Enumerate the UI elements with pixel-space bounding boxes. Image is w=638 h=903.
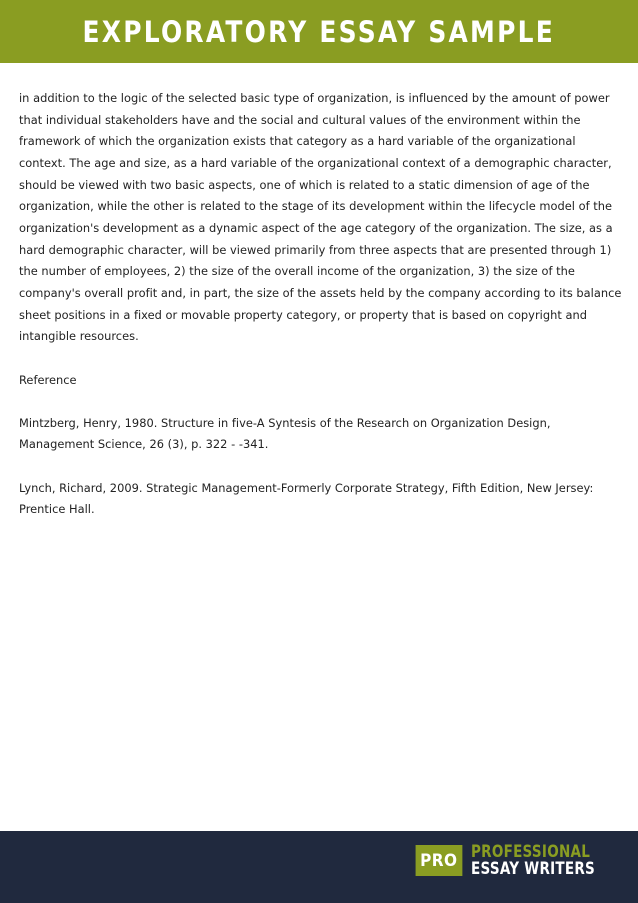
page-title: EXPLORATORY ESSAY SAMPLE bbox=[82, 14, 556, 49]
brand-logo bbox=[413, 844, 622, 877]
reference-heading: Reference bbox=[19, 372, 77, 387]
reference-item: Mintzberg, Henry, 1980. Structure in five-A Syntesis of the Research on Organization Design, Management Science, 26 (3), p. 322 - -341. bbox=[19, 415, 551, 452]
essay-content bbox=[19, 88, 623, 543]
logo-badge: PRO bbox=[416, 845, 462, 876]
reference-item: Lynch, Richard, 2009. Strategic Management-Formerly Corporate Strategy, Fifth Edition, New Jersey: Prentice Hall. bbox=[19, 480, 594, 517]
logo-wordmark bbox=[471, 844, 622, 877]
logo-line-essay-writers: ESSAY WRITERS bbox=[470, 858, 595, 878]
logo-line-professional: PROFESSIONAL bbox=[470, 842, 590, 861]
body-paragraph: in addition to the logic of the selected basic type of organization, is influenced by the amount of power that individual stakeholders have and the social and cultural values of the environment within the framework of which the organization exists that category as a hard variable of the organizational context. The age and size, as a hard variable of the organizational context of a demographic character, should be viewed with two basic aspects, one of which is related to a static dimension of age of the organization, while the other is related to the stage of its development within the lifecycle model of the organization's development as a dynamic aspect of the age category of the organization. The size, as a hard demographic character, will be viewed primarily from three aspects that are presented through 1) the number of employees, 2) the size of the overall income of the organization, 3) the size of the company's overall profit and, in part, the size of the assets held by the company according to its balance sheet positions in a fixed or movable property category, or property that is based on copyright and intangible resources. bbox=[19, 91, 622, 344]
page-footer bbox=[0, 831, 638, 903]
page-header bbox=[0, 0, 638, 63]
